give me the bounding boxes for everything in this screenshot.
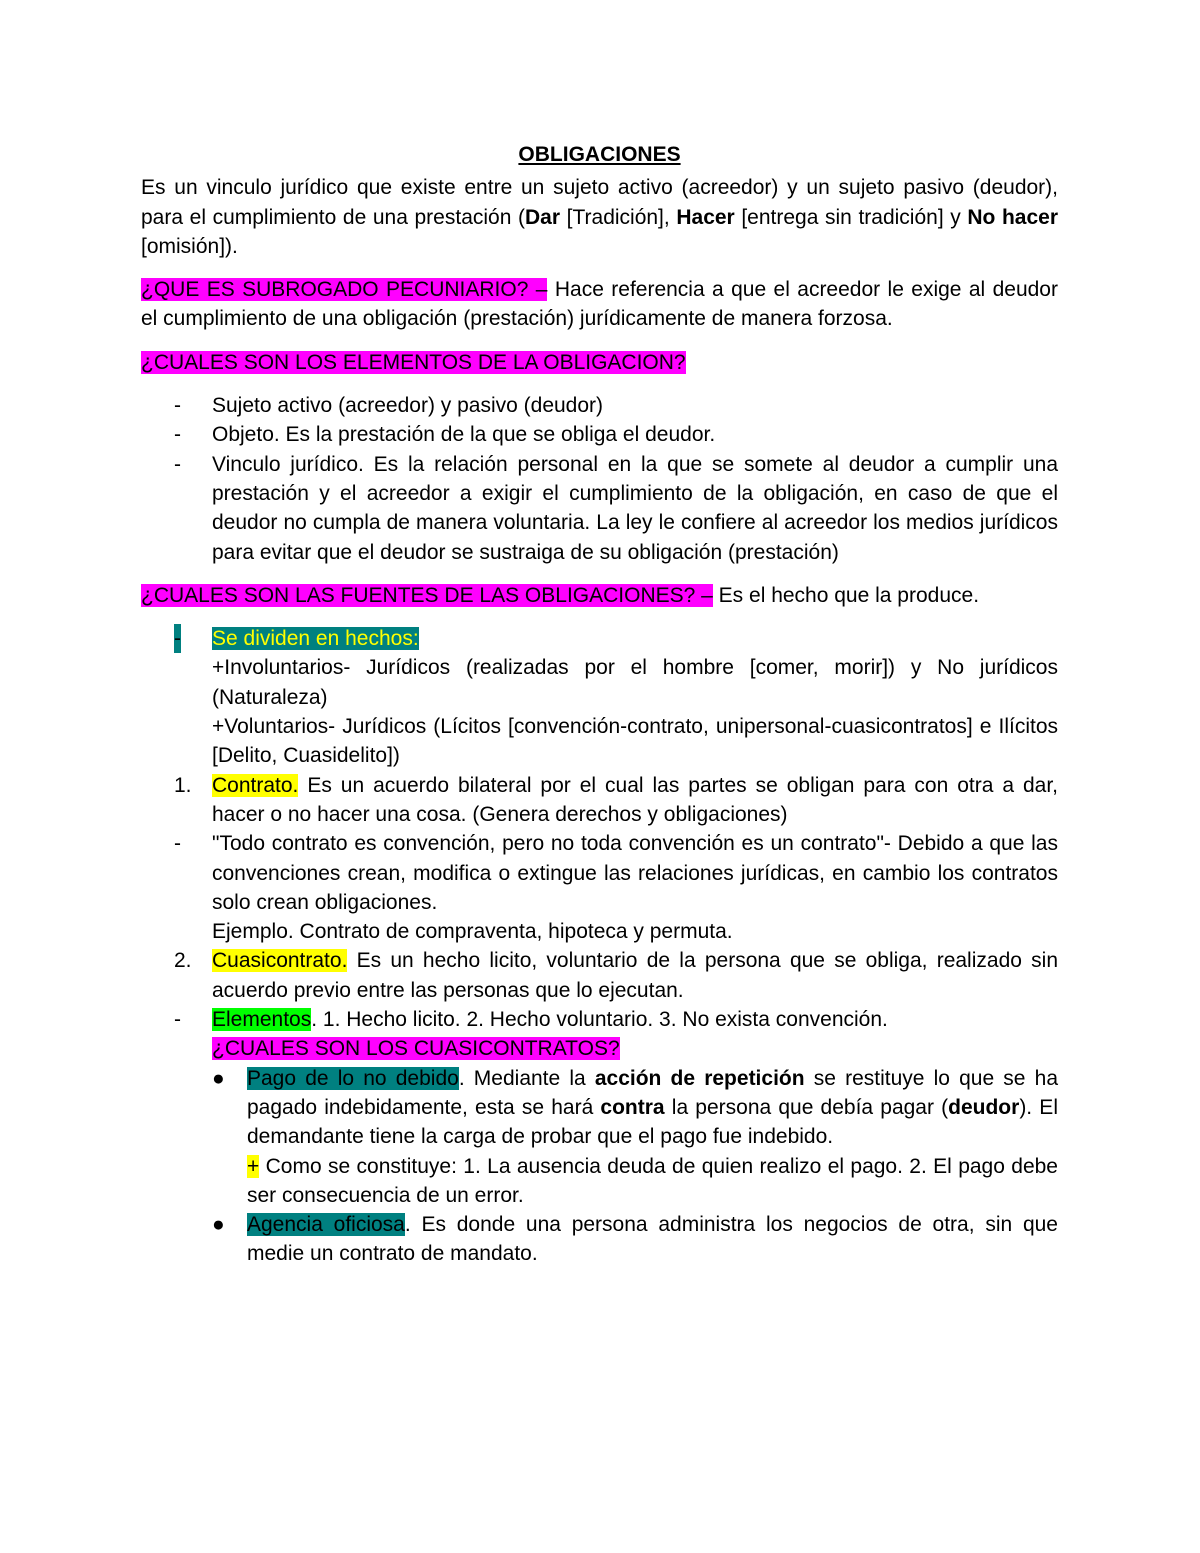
intro-no-hacer: No hacer (967, 205, 1059, 229)
dash-marker: - (174, 394, 181, 418)
intro-paragraph (141, 173, 1058, 261)
cuasicontrato-label: Cuasicontrato. (212, 949, 348, 973)
dash-marker: - (174, 624, 181, 653)
subrogado-question: ¿QUE ES SUBROGADO PECUNIARIO? – (141, 278, 548, 302)
dash-marker: - (174, 423, 181, 447)
dash-marker: - (174, 1008, 181, 1032)
subrogado-answer: Hace referencia a que el acreedor le exige al deudor el cumplimiento de una obligación (prestación) jurídicamente de manera forzosa. (141, 278, 1058, 331)
list-item-cuasicontrato (141, 946, 1058, 1005)
number-marker: 1. (174, 773, 192, 797)
list-item-contrato (141, 771, 1058, 830)
page-title: OBLIGACIONES (518, 143, 681, 166)
involuntarios-text: +Involuntarios- Jurídicos (realizadas por el hombre [comer, morir]) y No jurídicos (Naturaleza) (212, 656, 1058, 709)
bullet-item-agencia (141, 1210, 1058, 1269)
dividen-text: Se dividen en hechos: (212, 627, 419, 651)
pago-bold-2: contra (600, 1095, 665, 1119)
agencia-text: . Es donde una persona administra los negocios de otra, sin que medie un contrato de mandato. (247, 1213, 1058, 1266)
list-item-text: Objeto. Es la prestación de la que se obliga el deudor. (212, 423, 716, 447)
pago-bold-1: acción de repetición (594, 1066, 805, 1090)
elementos-heading-paragraph (141, 348, 1058, 377)
plus-marker: + (247, 1154, 260, 1178)
list-item-text: Vinculo jurídico. Es la relación personal en la que se somete al deudor a cumplir una prestación y el acreedor a exigir el cumplimiento de la obligación, en caso de que el deudor no cumpla de manera voluntaria. La ley le confiere al acreedor los medios jurídicos para evitar que el deudor se sustraiga de su obligación (prestación) (212, 452, 1058, 564)
intro-text-3: [entrega sin tradición] y (734, 205, 968, 229)
document-page (141, 140, 1058, 1283)
cuasicontratos-question: ¿CUALES SON LOS CUASICONTRATOS? (212, 1037, 620, 1061)
voluntarios-text: +Voluntarios- Jurídicos (Lícitos [convención-contrato, unipersonal-cuasicontratos] e Ilícitos [Delito, Cuasidelito]) (212, 715, 1058, 768)
sources-list (141, 624, 1058, 1269)
list-item-elementos (141, 1005, 1058, 1034)
list-item (141, 450, 1058, 567)
pago-text-2: se restituye lo que se ha pagado indebidamente, esta se hará (247, 1066, 1058, 1119)
pago-text-4: ). El demandante tiene la carga de probar que el pago fue indebido. (247, 1095, 1058, 1149)
cuasicontrato-text: Es un hecho licito, voluntario de la persona que se obliga, realizado sin acuerdo previo entre las personas que lo ejecutan. (212, 949, 1058, 1002)
elementos-text: . 1. Hecho licito. 2. Hecho voluntario. 3. No exista convención. (311, 1008, 888, 1032)
bullet-item-pago (141, 1064, 1058, 1152)
elementos-label: Elementos (212, 1008, 312, 1032)
dash-marker: - (174, 452, 181, 476)
list-item (141, 420, 1058, 449)
fuentes-paragraph (141, 581, 1058, 610)
list-item-text: Sujeto activo (acreedor) y pasivo (deudor) (212, 394, 604, 418)
list-item-quote (141, 829, 1058, 917)
contrato-text: Es un acuerdo bilateral por el cual las partes se obligan para con otra a dar, hacer o no hacer una cosa. (Genera derechos y obligaciones) (212, 773, 1058, 826)
list-item (141, 391, 1058, 420)
subrogado-paragraph (141, 275, 1058, 334)
constituye-paragraph (141, 1152, 1058, 1211)
pago-text-1: . Mediante la (458, 1066, 595, 1090)
intro-hacer: Hacer (676, 205, 735, 229)
elementos-question: ¿CUALES SON LOS ELEMENTOS DE LA OBLIGACION? (141, 350, 686, 374)
ejemplo-text: Ejemplo. Contrato de compraventa, hipoteca y permuta. (212, 920, 733, 944)
cuasicontratos-heading (141, 1034, 1058, 1063)
fuentes-question: ¿CUALES SON LAS FUENTES DE LAS OBLIGACIONES? – (141, 583, 713, 607)
number-marker: 2. (174, 949, 192, 973)
intro-text-2: [Tradición], (560, 205, 677, 229)
intro-dar: Dar (525, 205, 561, 229)
dash-marker: - (174, 832, 181, 856)
bullet-icon: ● (212, 1213, 225, 1237)
bullet-icon: ● (212, 1066, 225, 1090)
pago-bold-3: deudor (948, 1095, 1020, 1119)
intro-text-1: Es un vinculo jurídico que existe entre un sujeto activo (acreedor) y un sujeto pasivo (deudor), para el cumplimiento de una prestación ( (141, 176, 1058, 229)
elementos-list (141, 391, 1058, 567)
constituye-text: Como se constituye: 1. La ausencia deuda de quien realizo el pago. 2. El pago debe ser consecuencia de un error. (247, 1154, 1058, 1207)
pago-label: Pago de lo no debido (247, 1066, 459, 1090)
pago-text-3: la persona que debía pagar ( (664, 1095, 949, 1119)
intro-text-4: [omisión]). (141, 234, 238, 258)
list-item (141, 624, 1058, 653)
fuentes-answer: Es el hecho que la produce. (712, 583, 980, 607)
quote-text: "Todo contrato es convención, pero no toda convención es un contrato"- Debido a que las convenciones crean, modifica o extingue las relaciones jurídicas, en cambio los contratos solo crean obligaciones. (212, 832, 1058, 914)
contrato-label: Contrato. (212, 773, 299, 797)
agencia-label: Agencia oficiosa (247, 1213, 405, 1237)
